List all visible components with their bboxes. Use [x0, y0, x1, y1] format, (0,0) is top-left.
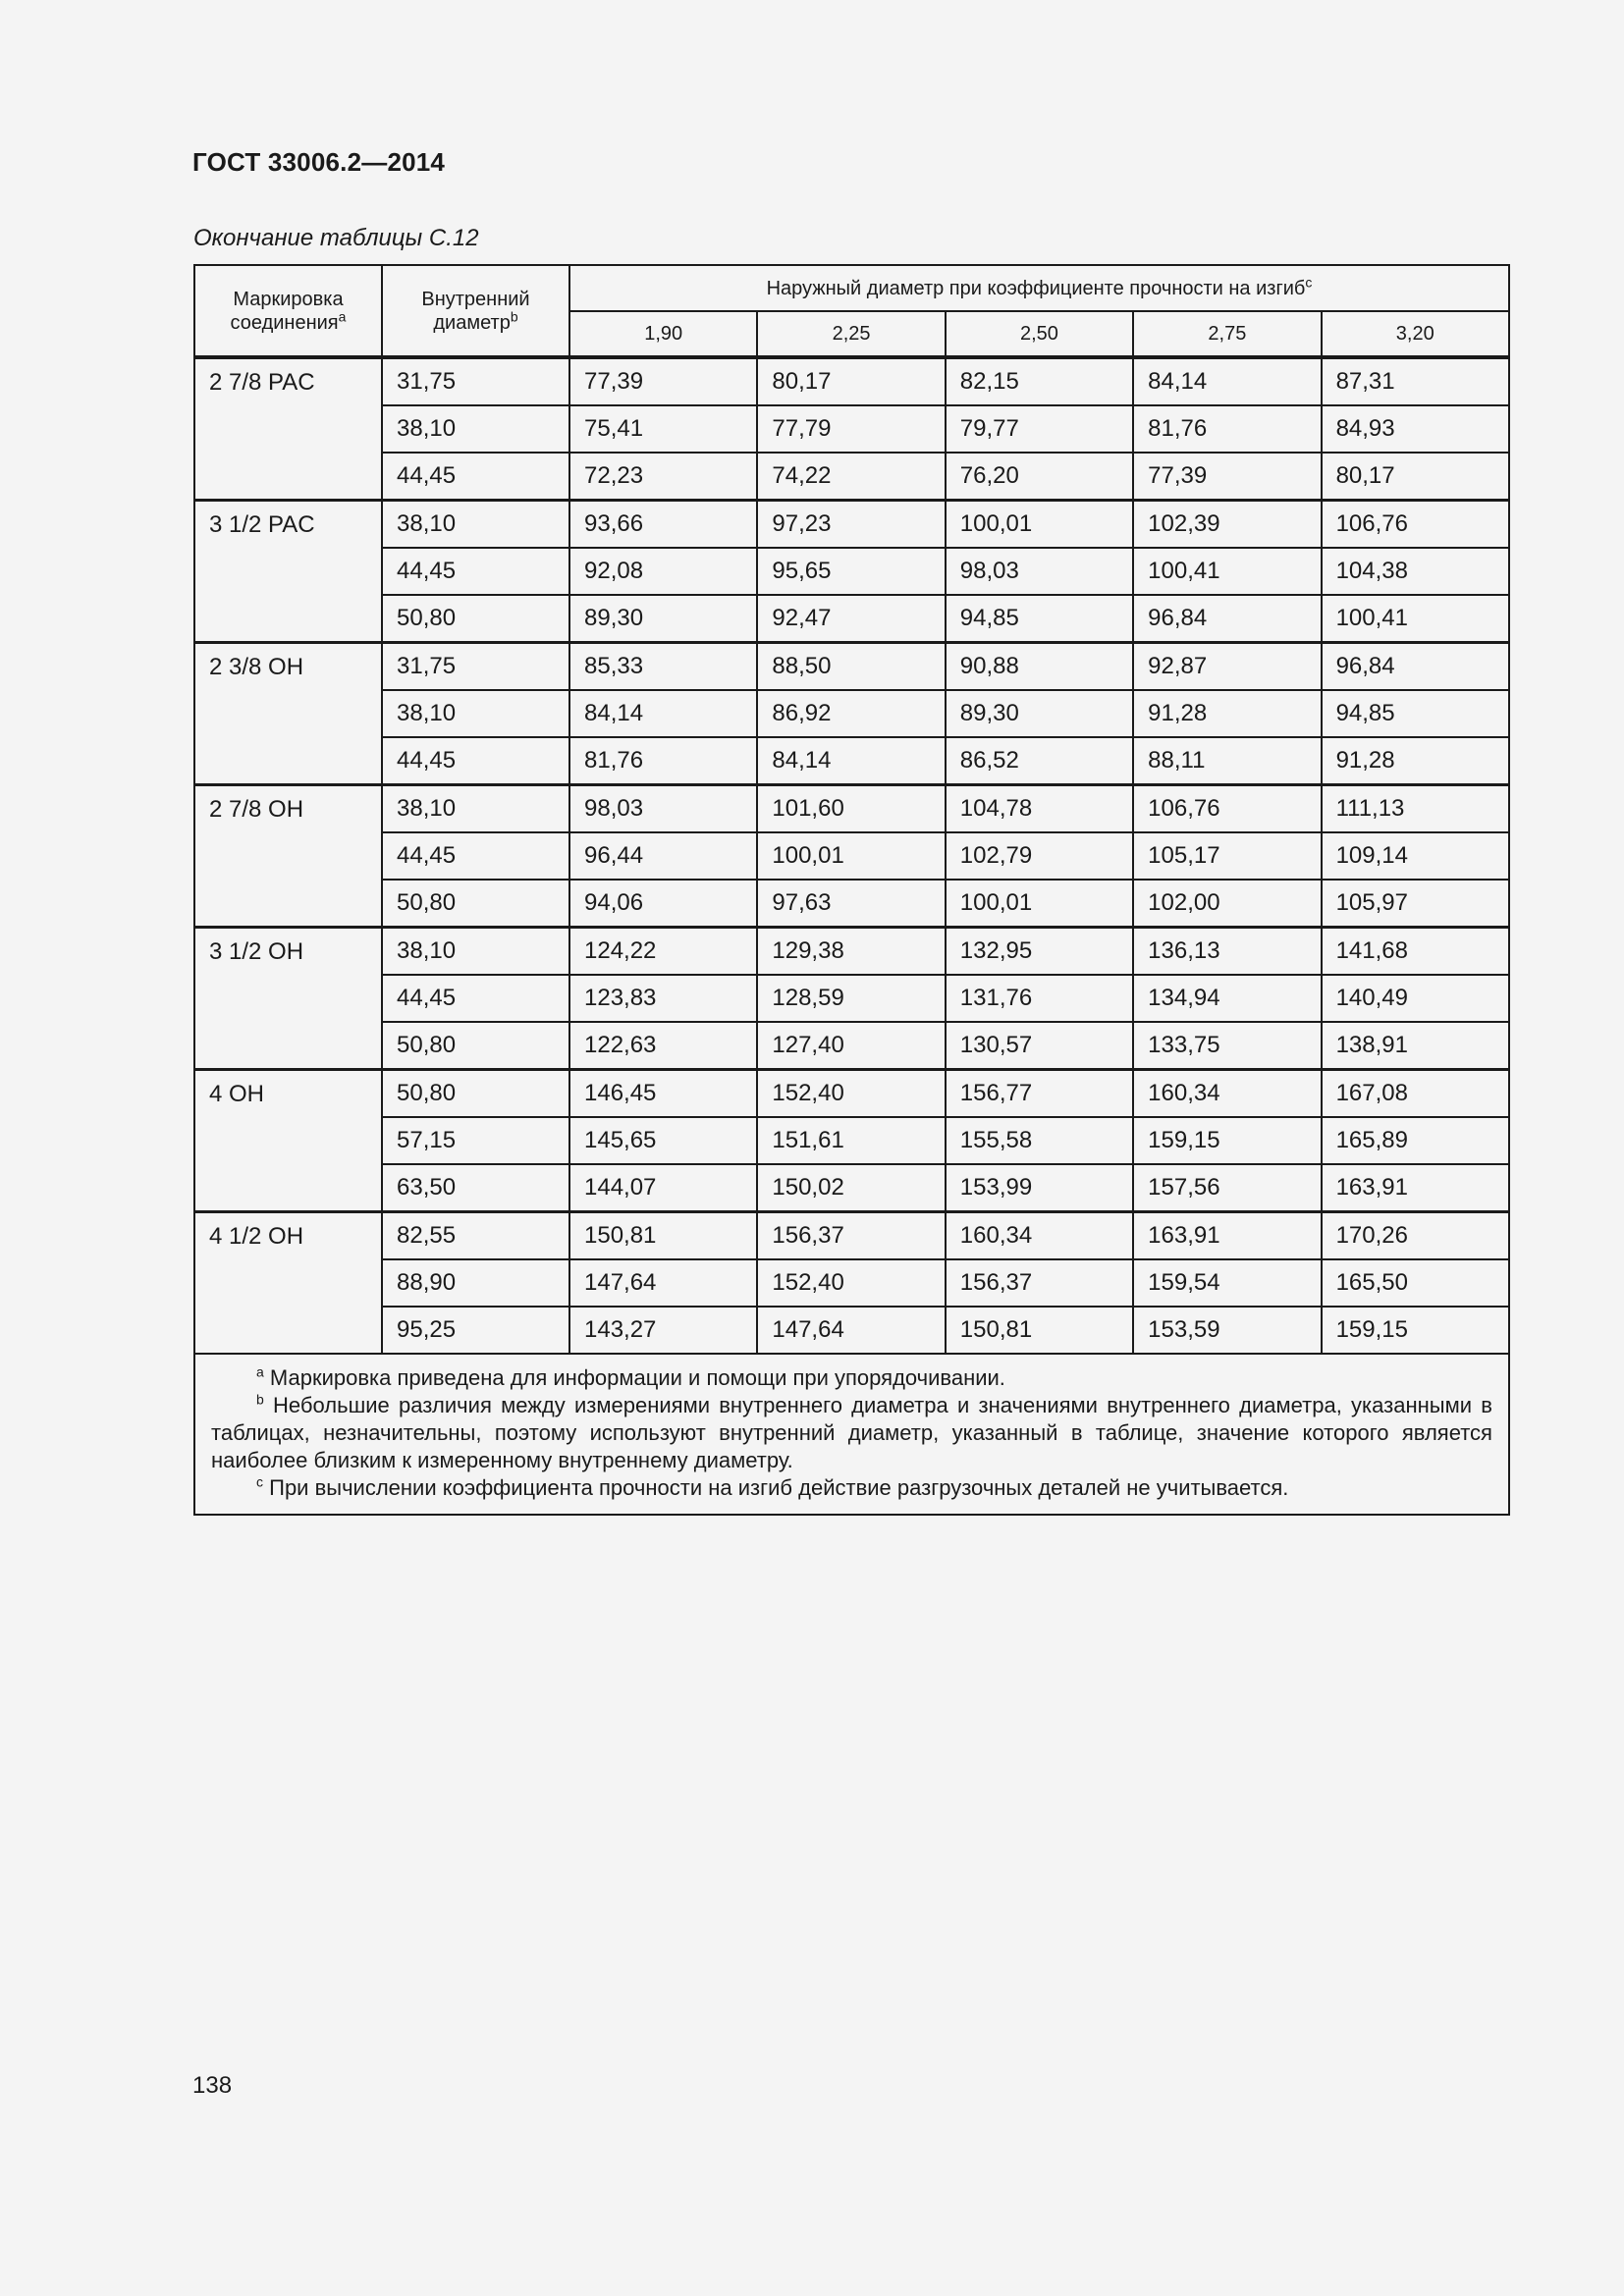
- cell-outer-diameter: 80,17: [1322, 453, 1509, 501]
- table-notes: [194, 1354, 1509, 1515]
- table-row: [194, 737, 1509, 785]
- cell-outer-diameter: 124,22: [569, 928, 757, 976]
- cell-inner-diameter: 57,15: [382, 1117, 569, 1164]
- cell-marking: 4 1/2 OH: [194, 1212, 382, 1355]
- cell-outer-diameter: 92,08: [569, 548, 757, 595]
- column-header-coefficient: 2,75: [1133, 311, 1321, 357]
- table-row: [194, 832, 1509, 880]
- cell-marking: 2 3/8 OH: [194, 643, 382, 785]
- cell-outer-diameter: 152,40: [757, 1259, 945, 1307]
- cell-outer-diameter: 106,76: [1322, 501, 1509, 549]
- cell-outer-diameter: 153,99: [946, 1164, 1133, 1212]
- cell-marking: 2 7/8 PAC: [194, 357, 382, 501]
- footnote: $^b$ Небольшие различия между измерениями внутреннего диаметра и значениями внутреннего диаметра, указанными в таблицах, незначительны, поэтому используют внутренний диаметр, указанный в таблице, значение которого является наиболее близким к измеренному внутреннему диаметру.: [211, 1391, 1492, 1472]
- page-number: 138: [192, 2072, 233, 2099]
- cell-outer-diameter: 128,59: [757, 975, 945, 1022]
- table-row: [194, 643, 1509, 691]
- cell-outer-diameter: 157,56: [1133, 1164, 1321, 1212]
- cell-outer-diameter: 165,50: [1322, 1259, 1509, 1307]
- cell-outer-diameter: 140,49: [1322, 975, 1509, 1022]
- cell-outer-diameter: 100,01: [946, 880, 1133, 928]
- cell-inner-diameter: 38,10: [382, 690, 569, 737]
- cell-outer-diameter: 75,41: [569, 405, 757, 453]
- cell-outer-diameter: 159,15: [1322, 1307, 1509, 1354]
- table-row: [194, 928, 1509, 976]
- cell-outer-diameter: 163,91: [1133, 1212, 1321, 1260]
- cell-outer-diameter: 143,27: [569, 1307, 757, 1354]
- cell-outer-diameter: 111,13: [1322, 785, 1509, 833]
- cell-outer-diameter: 77,39: [1133, 453, 1321, 501]
- table-row: [194, 690, 1509, 737]
- column-header-outer-diameter: Наружный диаметр при коэффициенте прочности на изгиб$^c$: [569, 265, 1509, 311]
- cell-outer-diameter: 101,60: [757, 785, 945, 833]
- table-row: [194, 1212, 1509, 1260]
- cell-outer-diameter: 144,07: [569, 1164, 757, 1212]
- cell-outer-diameter: 105,97: [1322, 880, 1509, 928]
- cell-outer-diameter: 98,03: [569, 785, 757, 833]
- cell-inner-diameter: 50,80: [382, 1070, 569, 1118]
- cell-outer-diameter: 89,30: [946, 690, 1133, 737]
- cell-outer-diameter: 96,84: [1133, 595, 1321, 643]
- cell-outer-diameter: 100,01: [757, 832, 945, 880]
- cell-outer-diameter: 81,76: [1133, 405, 1321, 453]
- cell-outer-diameter: 165,89: [1322, 1117, 1509, 1164]
- cell-outer-diameter: 88,11: [1133, 737, 1321, 785]
- cell-outer-diameter: 170,26: [1322, 1212, 1509, 1260]
- cell-inner-diameter: 44,45: [382, 453, 569, 501]
- cell-outer-diameter: 92,87: [1133, 643, 1321, 691]
- cell-inner-diameter: 88,90: [382, 1259, 569, 1307]
- cell-inner-diameter: 50,80: [382, 1022, 569, 1070]
- cell-outer-diameter: 90,88: [946, 643, 1133, 691]
- table-row: [194, 975, 1509, 1022]
- table-row: [194, 405, 1509, 453]
- cell-outer-diameter: 146,45: [569, 1070, 757, 1118]
- table-row: [194, 1117, 1509, 1164]
- table-row: [194, 1022, 1509, 1070]
- cell-outer-diameter: 98,03: [946, 548, 1133, 595]
- cell-outer-diameter: 77,39: [569, 357, 757, 405]
- cell-inner-diameter: 44,45: [382, 975, 569, 1022]
- cell-inner-diameter: 38,10: [382, 501, 569, 549]
- cell-inner-diameter: 31,75: [382, 357, 569, 405]
- cell-inner-diameter: 44,45: [382, 737, 569, 785]
- table-body: [194, 357, 1509, 1354]
- cell-outer-diameter: 134,94: [1133, 975, 1321, 1022]
- table-row: [194, 453, 1509, 501]
- cell-outer-diameter: 82,15: [946, 357, 1133, 405]
- cell-outer-diameter: 85,33: [569, 643, 757, 691]
- cell-outer-diameter: 145,65: [569, 1117, 757, 1164]
- cell-inner-diameter: 82,55: [382, 1212, 569, 1260]
- cell-outer-diameter: 79,77: [946, 405, 1133, 453]
- cell-outer-diameter: 151,61: [757, 1117, 945, 1164]
- cell-inner-diameter: 50,80: [382, 880, 569, 928]
- cell-outer-diameter: 72,23: [569, 453, 757, 501]
- column-header-inner-diameter: Внутренний диаметр$^b$: [382, 265, 569, 357]
- cell-inner-diameter: 44,45: [382, 548, 569, 595]
- table-row: [194, 1070, 1509, 1118]
- column-header-coefficient: 3,20: [1322, 311, 1509, 357]
- cell-outer-diameter: 97,63: [757, 880, 945, 928]
- cell-outer-diameter: 97,23: [757, 501, 945, 549]
- cell-outer-diameter: 153,59: [1133, 1307, 1321, 1354]
- cell-inner-diameter: 38,10: [382, 928, 569, 976]
- cell-outer-diameter: 131,76: [946, 975, 1133, 1022]
- cell-outer-diameter: 93,66: [569, 501, 757, 549]
- cell-outer-diameter: 122,63: [569, 1022, 757, 1070]
- cell-outer-diameter: 81,76: [569, 737, 757, 785]
- cell-outer-diameter: 105,17: [1133, 832, 1321, 880]
- cell-inner-diameter: 44,45: [382, 832, 569, 880]
- footnote: $^c$ При вычислении коэффициента прочности на изгиб действие разгрузочных деталей не учитывается.: [256, 1473, 1289, 1500]
- cell-outer-diameter: 102,00: [1133, 880, 1321, 928]
- cell-outer-diameter: 159,15: [1133, 1117, 1321, 1164]
- cell-outer-diameter: 86,52: [946, 737, 1133, 785]
- cell-outer-diameter: 102,79: [946, 832, 1133, 880]
- table-caption: Окончание таблицы С.12: [193, 225, 479, 251]
- cell-outer-diameter: 84,93: [1322, 405, 1509, 453]
- cell-outer-diameter: 95,65: [757, 548, 945, 595]
- cell-outer-diameter: 152,40: [757, 1070, 945, 1118]
- cell-outer-diameter: 109,14: [1322, 832, 1509, 880]
- table-row: [194, 880, 1509, 928]
- cell-inner-diameter: 38,10: [382, 785, 569, 833]
- cell-outer-diameter: 100,41: [1322, 595, 1509, 643]
- cell-outer-diameter: 147,64: [569, 1259, 757, 1307]
- cell-outer-diameter: 88,50: [757, 643, 945, 691]
- cell-outer-diameter: 138,91: [1322, 1022, 1509, 1070]
- cell-outer-diameter: 123,83: [569, 975, 757, 1022]
- cell-inner-diameter: 38,10: [382, 405, 569, 453]
- column-header-coefficient: 1,90: [569, 311, 757, 357]
- cell-outer-diameter: 100,41: [1133, 548, 1321, 595]
- table-row: [194, 785, 1509, 833]
- table-row: [194, 1164, 1509, 1212]
- cell-outer-diameter: 136,13: [1133, 928, 1321, 976]
- cell-outer-diameter: 129,38: [757, 928, 945, 976]
- cell-outer-diameter: 91,28: [1133, 690, 1321, 737]
- cell-outer-diameter: 160,34: [946, 1212, 1133, 1260]
- cell-outer-diameter: 133,75: [1133, 1022, 1321, 1070]
- cell-outer-diameter: 91,28: [1322, 737, 1509, 785]
- cell-marking: 3 1/2 OH: [194, 928, 382, 1070]
- cell-outer-diameter: 106,76: [1133, 785, 1321, 833]
- table-row: [194, 501, 1509, 549]
- cell-outer-diameter: 102,39: [1133, 501, 1321, 549]
- cell-outer-diameter: 104,78: [946, 785, 1133, 833]
- cell-outer-diameter: 141,68: [1322, 928, 1509, 976]
- cell-outer-diameter: 127,40: [757, 1022, 945, 1070]
- cell-outer-diameter: 86,92: [757, 690, 945, 737]
- cell-marking: 4 OH: [194, 1070, 382, 1212]
- cell-outer-diameter: 77,79: [757, 405, 945, 453]
- cell-outer-diameter: 156,77: [946, 1070, 1133, 1118]
- cell-outer-diameter: 132,95: [946, 928, 1133, 976]
- cell-inner-diameter: 95,25: [382, 1307, 569, 1354]
- cell-outer-diameter: 130,57: [946, 1022, 1133, 1070]
- cell-outer-diameter: 84,14: [569, 690, 757, 737]
- table-row: [194, 1259, 1509, 1307]
- table-row: [194, 1307, 1509, 1354]
- cell-outer-diameter: 76,20: [946, 453, 1133, 501]
- cell-inner-diameter: 31,75: [382, 643, 569, 691]
- cell-outer-diameter: 160,34: [1133, 1070, 1321, 1118]
- cell-outer-diameter: 167,08: [1322, 1070, 1509, 1118]
- cell-inner-diameter: 63,50: [382, 1164, 569, 1212]
- cell-outer-diameter: 163,91: [1322, 1164, 1509, 1212]
- cell-marking: 2 7/8 OH: [194, 785, 382, 928]
- cell-inner-diameter: 50,80: [382, 595, 569, 643]
- cell-outer-diameter: 87,31: [1322, 357, 1509, 405]
- cell-outer-diameter: 155,58: [946, 1117, 1133, 1164]
- table-row: [194, 548, 1509, 595]
- cell-outer-diameter: 80,17: [757, 357, 945, 405]
- cell-outer-diameter: 159,54: [1133, 1259, 1321, 1307]
- table-row: [194, 357, 1509, 405]
- cell-outer-diameter: 74,22: [757, 453, 945, 501]
- cell-marking: 3 1/2 PAC: [194, 501, 382, 643]
- cell-outer-diameter: 96,84: [1322, 643, 1509, 691]
- cell-outer-diameter: 150,81: [569, 1212, 757, 1260]
- column-header-coefficient: 2,25: [757, 311, 945, 357]
- document-title: ГОСТ 33006.2—2014: [192, 147, 446, 177]
- cell-outer-diameter: 92,47: [757, 595, 945, 643]
- cell-outer-diameter: 156,37: [757, 1212, 945, 1260]
- data-table: [193, 264, 1510, 1516]
- cell-outer-diameter: 94,85: [1322, 690, 1509, 737]
- cell-outer-diameter: 147,64: [757, 1307, 945, 1354]
- cell-outer-diameter: 100,01: [946, 501, 1133, 549]
- cell-outer-diameter: 89,30: [569, 595, 757, 643]
- column-header-coefficient: 2,50: [946, 311, 1133, 357]
- cell-outer-diameter: 150,81: [946, 1307, 1133, 1354]
- cell-outer-diameter: 156,37: [946, 1259, 1133, 1307]
- cell-outer-diameter: 94,85: [946, 595, 1133, 643]
- footnote: $^a$ Маркировка приведена для информации и помощи при упорядочивании.: [256, 1363, 1005, 1390]
- cell-outer-diameter: 84,14: [1133, 357, 1321, 405]
- cell-outer-diameter: 150,02: [757, 1164, 945, 1212]
- cell-outer-diameter: 84,14: [757, 737, 945, 785]
- cell-outer-diameter: 94,06: [569, 880, 757, 928]
- table-row: [194, 595, 1509, 643]
- cell-outer-diameter: 104,38: [1322, 548, 1509, 595]
- cell-outer-diameter: 96,44: [569, 832, 757, 880]
- column-header-marking: Маркировка соединения$^a$: [194, 265, 382, 357]
